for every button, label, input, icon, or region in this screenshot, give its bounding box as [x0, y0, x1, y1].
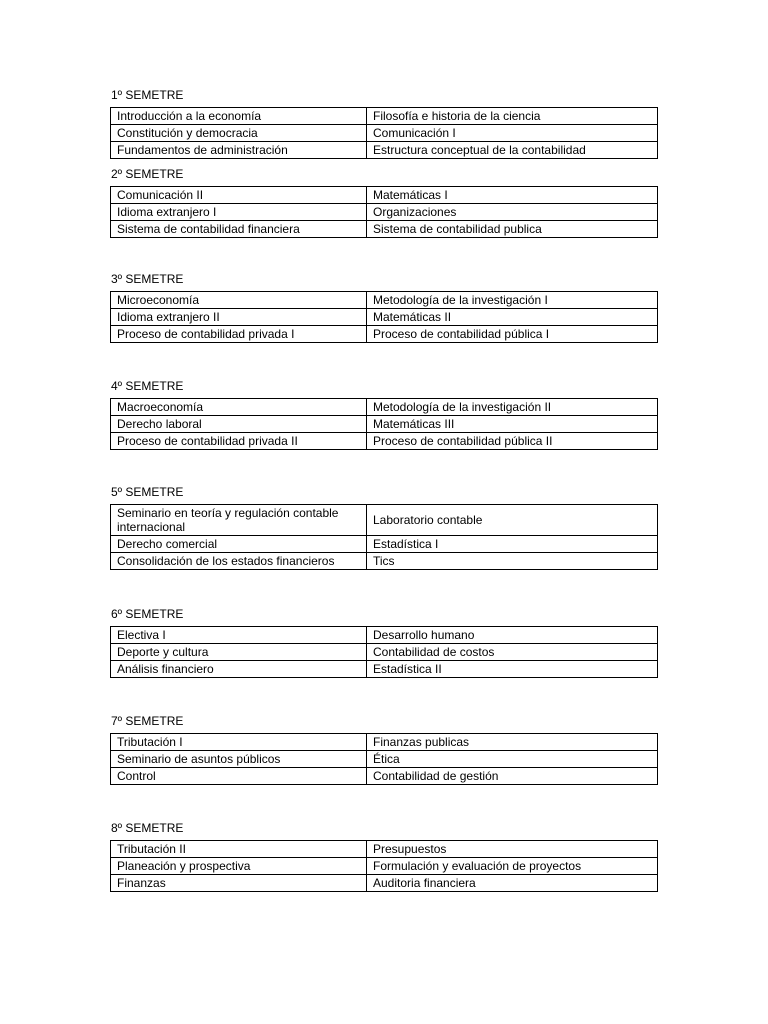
semester-block-3 [110, 271, 658, 343]
course-cell: Estadística II [367, 661, 658, 678]
course-cell: Idioma extranjero II [111, 309, 367, 326]
course-cell: Matemáticas I [367, 187, 658, 204]
course-cell: Organizaciones [367, 204, 658, 221]
course-cell: Estadística I [367, 536, 658, 553]
course-cell: Idioma extranjero I [111, 204, 367, 221]
course-cell: Introducción a la economía [111, 108, 367, 125]
table-row [111, 858, 658, 875]
course-cell: Tics [367, 553, 658, 570]
course-cell: Formulación y evaluación de proyectos [367, 858, 658, 875]
table-row [111, 125, 658, 142]
table-row [111, 505, 658, 536]
semester-title: 7º SEMETRE [111, 714, 184, 728]
table-row [111, 627, 658, 644]
semester-courses-table [110, 186, 658, 238]
table-row [111, 751, 658, 768]
table-row [111, 875, 658, 892]
table-row [111, 416, 658, 433]
semester-block-1 [110, 87, 658, 159]
course-cell: Consolidación de los estados financieros [111, 553, 367, 570]
course-cell: Desarrollo humano [367, 627, 658, 644]
table-row [111, 221, 658, 238]
table-row [111, 326, 658, 343]
course-cell: Contabilidad de costos [367, 644, 658, 661]
course-cell: Análisis financiero [111, 661, 367, 678]
semester-block-5 [110, 484, 658, 570]
semester-block-6 [110, 606, 658, 678]
table-row [111, 108, 658, 125]
table-row [111, 553, 658, 570]
semester-courses-table [110, 840, 658, 892]
course-cell: Planeación y prospectiva [111, 858, 367, 875]
semester-courses-table [110, 626, 658, 678]
course-cell: Auditoria financiera [367, 875, 658, 892]
table-row [111, 768, 658, 785]
course-cell: Presupuestos [367, 841, 658, 858]
table-row [111, 204, 658, 221]
semester-courses-table [110, 291, 658, 343]
course-cell: Filosofía e historia de la ciencia [367, 108, 658, 125]
semester-courses-table [110, 107, 658, 159]
table-row [111, 661, 658, 678]
semester-block-7 [110, 713, 658, 785]
table-row [111, 734, 658, 751]
table-row [111, 187, 658, 204]
semester-title: 4º SEMETRE [111, 379, 184, 393]
semester-block-4 [110, 378, 658, 450]
course-cell: Microeconomía [111, 292, 367, 309]
semester-courses-table [110, 398, 658, 450]
course-cell: Metodología de la investigación II [367, 399, 658, 416]
course-cell: Derecho comercial [111, 536, 367, 553]
course-cell: Matemáticas II [367, 309, 658, 326]
semester-title: 5º SEMETRE [111, 485, 184, 499]
course-cell: Comunicación II [111, 187, 367, 204]
course-cell: Sistema de contabilidad financiera [111, 221, 367, 238]
course-cell: Deporte y cultura [111, 644, 367, 661]
course-cell: Finanzas [111, 875, 367, 892]
course-cell: Proceso de contabilidad pública I [367, 326, 658, 343]
course-cell: Proceso de contabilidad pública II [367, 433, 658, 450]
semester-block-2 [110, 166, 658, 238]
semester-title: 2º SEMETRE [111, 167, 184, 181]
course-cell: Control [111, 768, 367, 785]
table-row [111, 142, 658, 159]
semester-courses-table [110, 733, 658, 785]
course-cell: Sistema de contabilidad publica [367, 221, 658, 238]
course-cell: Laboratorio contable [367, 505, 658, 536]
course-cell: Ética [367, 751, 658, 768]
table-row [111, 309, 658, 326]
course-cell: Metodología de la investigación I [367, 292, 658, 309]
semester-title: 6º SEMETRE [111, 607, 184, 621]
table-row [111, 399, 658, 416]
course-cell: Fundamentos de administración [111, 142, 367, 159]
course-cell: Finanzas publicas [367, 734, 658, 751]
course-cell: Seminario de asuntos públicos [111, 751, 367, 768]
table-row [111, 433, 658, 450]
table-row [111, 841, 658, 858]
course-cell: Seminario en teoría y regulación contable internacional [111, 505, 367, 536]
table-row [111, 536, 658, 553]
semester-title: 1º SEMETRE [111, 88, 184, 102]
course-cell: Tributación I [111, 734, 367, 751]
course-cell: Comunicación I [367, 125, 658, 142]
course-cell: Macroeconomía [111, 399, 367, 416]
course-cell: Proceso de contabilidad privada II [111, 433, 367, 450]
course-cell: Contabilidad de gestión [367, 768, 658, 785]
course-cell: Estructura conceptual de la contabilidad [367, 142, 658, 159]
semester-title: 8º SEMETRE [111, 821, 184, 835]
course-cell: Constitución y democracia [111, 125, 367, 142]
semester-block-8 [110, 820, 658, 892]
table-row [111, 292, 658, 309]
course-cell: Proceso de contabilidad privada I [111, 326, 367, 343]
course-cell: Tributación II [111, 841, 367, 858]
table-row [111, 644, 658, 661]
course-cell: Matemáticas III [367, 416, 658, 433]
semester-title: 3º SEMETRE [111, 272, 184, 286]
semester-courses-table [110, 504, 658, 570]
course-cell: Derecho laboral [111, 416, 367, 433]
course-cell: Electiva I [111, 627, 367, 644]
